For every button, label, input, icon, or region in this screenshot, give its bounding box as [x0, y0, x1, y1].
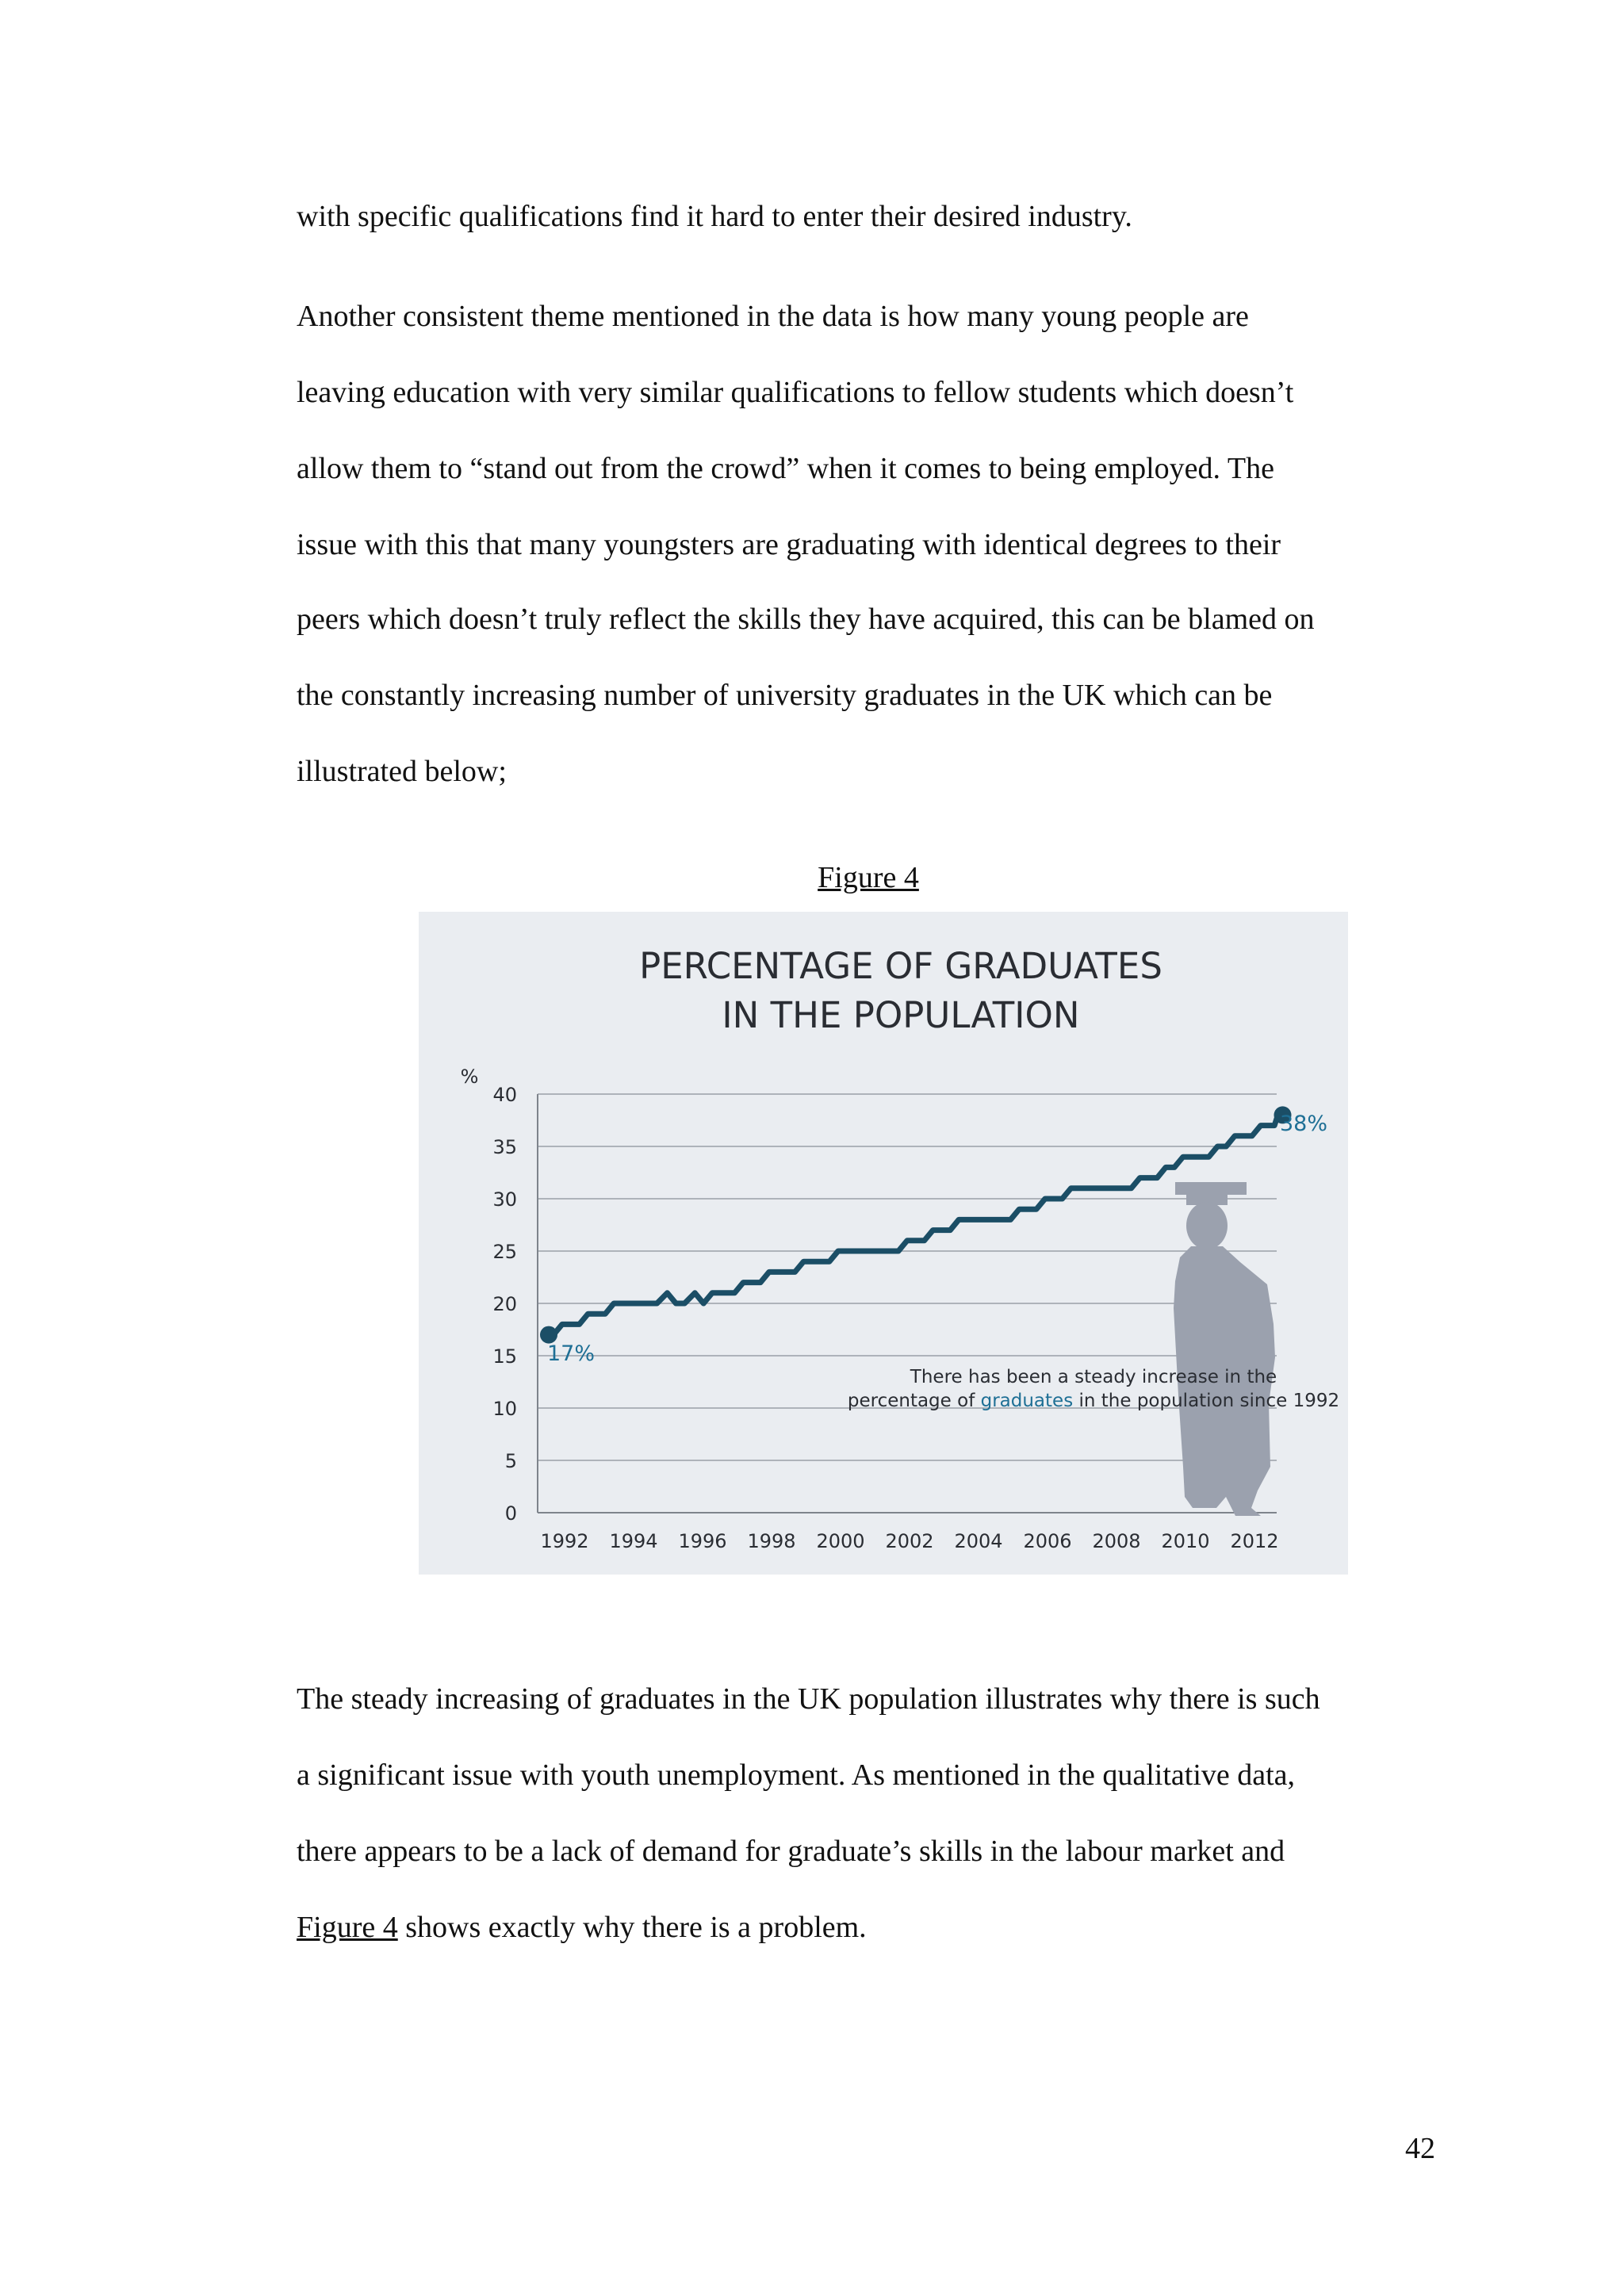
- paragraph-line: there appears to be a lack of demand for graduate’s skills in the labour market and: [297, 1835, 1285, 1868]
- paragraph-line: illustrated below;: [297, 755, 507, 788]
- line-chart: [419, 912, 1348, 1575]
- paragraph-line: with specific qualifications find it hard to enter their desired industry.: [297, 200, 1132, 233]
- page-number: 42: [1405, 2132, 1435, 2165]
- paragraph-line: a significant issue with youth unemployment. As mentioned in the qualitative data,: [297, 1758, 1296, 1792]
- y-tick-label: 20: [492, 1293, 517, 1315]
- chart-title-line-1: PERCENTAGE OF GRADUATES: [639, 945, 1162, 987]
- figure-caption: Figure 4: [818, 861, 919, 894]
- x-tick-label: 1992: [540, 1530, 589, 1552]
- x-tick-label: 1996: [678, 1530, 727, 1552]
- x-tick-label: 2010: [1161, 1530, 1210, 1552]
- x-tick-label: 2006: [1023, 1530, 1072, 1552]
- annotation-highlight: graduates: [980, 1391, 1074, 1411]
- x-tick-label: 1994: [609, 1530, 658, 1552]
- x-tick-label: 2004: [954, 1530, 1003, 1552]
- start-label: 17%: [547, 1341, 596, 1366]
- y-tick-label: 15: [492, 1345, 517, 1368]
- y-tick-label: 5: [504, 1450, 517, 1472]
- paragraph-line: the constantly increasing number of university graduates in the UK which can be: [297, 679, 1273, 712]
- paragraph-text: shows exactly why there is a problem.: [397, 1911, 867, 1944]
- y-axis-label: %: [460, 1066, 479, 1088]
- paragraph-line: leaving education with very similar qualifications to fellow students which doesn’t: [297, 376, 1294, 409]
- graduate-silhouette: [1174, 1182, 1275, 1516]
- x-tick-label: 1998: [747, 1530, 796, 1552]
- x-tick-label: 2008: [1092, 1530, 1141, 1552]
- y-tick-label: 0: [504, 1502, 517, 1525]
- paragraph-line: issue with this that many youngsters are graduating with identical degrees to their: [297, 528, 1281, 561]
- y-tick-label: 30: [492, 1188, 517, 1211]
- chart-figure: [419, 912, 1348, 1575]
- y-tick-label: 25: [492, 1241, 517, 1263]
- y-tick-label: 35: [492, 1136, 517, 1158]
- end-label: 38%: [1280, 1112, 1328, 1136]
- figure-reference: Figure 4: [297, 1911, 398, 1944]
- annotation-line-1: There has been a steady increase in the: [910, 1367, 1277, 1387]
- x-tick-label: 2000: [816, 1530, 865, 1552]
- x-tick-label: 2002: [885, 1530, 934, 1552]
- paragraph-line: allow them to “stand out from the crowd” when it comes to being employed. The: [297, 452, 1274, 485]
- paragraph-line: Another consistent theme mentioned in the data is how many young people are: [297, 300, 1249, 333]
- paragraph-line: peers which doesn’t truly reflect the skills they have acquired, this can be blamed on: [297, 603, 1315, 636]
- y-tick-label: 10: [492, 1398, 517, 1420]
- chart-title-line-2: IN THE POPULATION: [722, 994, 1080, 1036]
- x-tick-label: 2012: [1230, 1530, 1279, 1552]
- y-tick-label: 40: [492, 1084, 517, 1106]
- paragraph-line: The steady increasing of graduates in the UK population illustrates why there is such: [297, 1682, 1320, 1716]
- paragraph-line: [297, 1909, 867, 1946]
- series-line: [553, 1115, 1278, 1334]
- annotation-line-2: percentage of graduates in the population since 1992: [847, 1391, 1340, 1411]
